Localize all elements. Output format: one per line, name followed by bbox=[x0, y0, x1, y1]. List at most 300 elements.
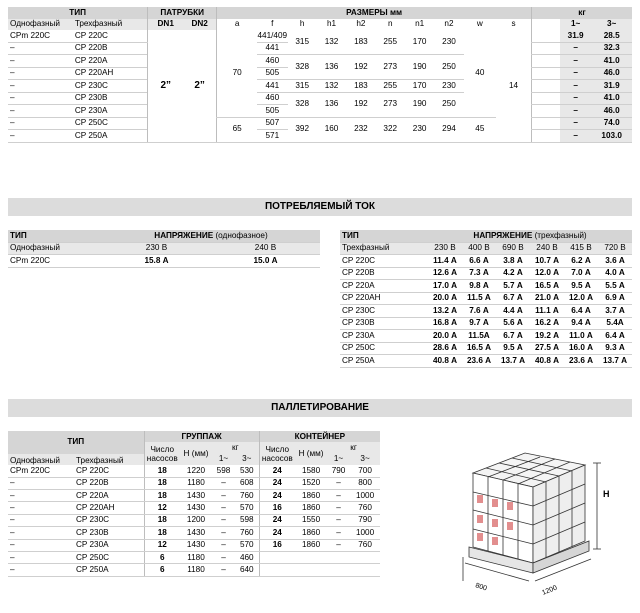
pallet-cell-ch: 1860 bbox=[295, 539, 327, 551]
pallet-cell-ch: 1580 bbox=[295, 465, 327, 477]
pallet-section-title: ПАЛЛЕТИРОВАНИЕ bbox=[8, 399, 632, 417]
dims-sub-single: Однофазный bbox=[8, 19, 73, 30]
pallet-cell-t: CP 220C bbox=[74, 465, 144, 477]
pallet-cell-c3: 760 bbox=[350, 539, 380, 551]
pallet-cell-g3: 570 bbox=[235, 502, 259, 514]
three-amp-cell: 16.2 А bbox=[530, 317, 564, 330]
dims-h-cell: 328 bbox=[288, 92, 317, 117]
container-kg1: 1~ bbox=[327, 454, 350, 465]
three-amp-cell: 10.7 А bbox=[530, 255, 564, 268]
dims-n-cell: 322 bbox=[376, 117, 405, 142]
three-amp-cell: 11.4 А bbox=[428, 255, 462, 268]
pallet-cell-cn: 16 bbox=[259, 502, 295, 514]
dims-h2-cell: 192 bbox=[346, 92, 375, 117]
pallet-row bbox=[8, 502, 380, 514]
dims-kg3-cell: 31.9 bbox=[591, 80, 632, 93]
single-type-header: ТИП bbox=[8, 230, 102, 242]
dims-col-f: f bbox=[257, 19, 287, 30]
three-amp-cell: 23.6 А bbox=[462, 355, 496, 368]
dims-w-bottom: 45 bbox=[464, 117, 496, 142]
pallet-cell-c1: – bbox=[327, 539, 350, 551]
dims-kg3-cell: 74.0 bbox=[591, 117, 632, 130]
pallet-cell-g3: 640 bbox=[235, 564, 259, 576]
pallet-cell-c3: 700 bbox=[350, 465, 380, 477]
dims-f-cell: 505 bbox=[257, 67, 287, 80]
pallet-cell-t: CP 230B bbox=[74, 527, 144, 539]
three-amp-cell: 6.4 А bbox=[564, 305, 598, 318]
pallet-cell-g1: 598 bbox=[212, 465, 235, 477]
dims-f-cell: 460 bbox=[257, 92, 287, 105]
pallet-cell-gn: 18 bbox=[144, 465, 180, 477]
dims-three-model: CP 220B bbox=[73, 42, 148, 55]
pallet-sub-single: Однофазный bbox=[8, 454, 74, 465]
dims-n2-cell: 250 bbox=[434, 55, 463, 80]
pallet-row bbox=[8, 465, 380, 477]
three-amp-cell: 6.7 А bbox=[496, 292, 530, 305]
pallet-table bbox=[8, 431, 380, 577]
dims-kg3-cell: 28.5 bbox=[591, 30, 632, 42]
pallet-cell-g1: – bbox=[212, 502, 235, 514]
three-amp-cell: 4.0 А bbox=[598, 267, 632, 280]
three-current-row bbox=[340, 330, 632, 343]
pallet-cell-c1 bbox=[327, 564, 350, 576]
three-amp-cell: 16.8 А bbox=[428, 317, 462, 330]
three-amp-cell: 5.5 А bbox=[598, 280, 632, 293]
three-amp-cell: 11.1 А bbox=[530, 305, 564, 318]
three-amp-cell: 20.0 А bbox=[428, 330, 462, 343]
three-amp-cell: 40.8 А bbox=[530, 355, 564, 368]
three-current-row bbox=[340, 280, 632, 293]
three-amp-cell: 4.2 А bbox=[496, 267, 530, 280]
pallet-cell-g1: – bbox=[212, 551, 235, 563]
three-model: CP 230B bbox=[340, 317, 428, 330]
dims-col-a: a bbox=[217, 19, 258, 30]
dims-n1-cell: 170 bbox=[405, 80, 434, 93]
three-model: CP 230C bbox=[340, 305, 428, 318]
dims-three-model: CP 230B bbox=[73, 92, 148, 105]
dims-three-model: CP 220AH bbox=[73, 67, 148, 80]
three-current-row bbox=[340, 305, 632, 318]
pallet-cell-s: – bbox=[8, 502, 74, 514]
dims-f-cell: 571 bbox=[257, 130, 287, 143]
dims-single-model: CPm 220C bbox=[8, 30, 73, 42]
pallet-cell-g1: – bbox=[212, 489, 235, 501]
single-volt-230: 230 В bbox=[102, 242, 211, 255]
dimensions-table bbox=[8, 7, 632, 143]
pallet-cell-cn: 24 bbox=[259, 514, 295, 526]
dims-kg1-cell: – bbox=[560, 42, 591, 55]
dims-kg1-cell: 31.9 bbox=[560, 30, 591, 42]
three-amp-cell: 6.2 А bbox=[564, 255, 598, 268]
pallet-cell-cn bbox=[259, 551, 295, 563]
dims-col-n1: n1 bbox=[405, 19, 434, 30]
pallet-cell-gh: 1220 bbox=[180, 465, 212, 477]
dims-three-model: CP 230C bbox=[73, 80, 148, 93]
three-type-header: ТИП bbox=[340, 230, 428, 242]
pallet-cell-ch bbox=[295, 564, 327, 576]
three-amp-cell: 12.0 А bbox=[564, 292, 598, 305]
dims-pipes-header: ПАТРУБКИ bbox=[148, 7, 217, 19]
three-amp-cell: 11.5А bbox=[462, 330, 496, 343]
dims-three-model: CP 250A bbox=[73, 130, 148, 143]
three-current-row bbox=[340, 292, 632, 305]
dims-h2-cell: 183 bbox=[346, 80, 375, 93]
dims-kg3: 3~ bbox=[591, 19, 632, 30]
pallet-cell-c1: – bbox=[327, 489, 350, 501]
dims-n2-cell: 230 bbox=[434, 30, 463, 55]
three-volt-header: 720 В bbox=[598, 242, 632, 255]
dims-s-value: 14 bbox=[496, 30, 532, 142]
pallet-cell-c3 bbox=[350, 564, 380, 576]
three-amp-cell: 12.6 А bbox=[428, 267, 462, 280]
single-phase-current-table bbox=[8, 230, 320, 268]
pallet-cell-gn: 18 bbox=[144, 489, 180, 501]
pallet-cell-t: CP 220A bbox=[74, 489, 144, 501]
pallet-cell-s: – bbox=[8, 489, 74, 501]
three-amp-cell: 7.3 А bbox=[462, 267, 496, 280]
pallet-cell-t: CP 220AH bbox=[74, 502, 144, 514]
pallet-cell-s: – bbox=[8, 527, 74, 539]
dims-col-h1: h1 bbox=[317, 19, 346, 30]
three-amp-cell: 5.7 А bbox=[496, 280, 530, 293]
three-amp-cell: 16.5 А bbox=[462, 342, 496, 355]
three-model: CP 230A bbox=[340, 330, 428, 343]
container-count-header: Число насосов bbox=[259, 442, 295, 465]
pallet-cell-gh: 1430 bbox=[180, 527, 212, 539]
dims-kg3-cell: 32.3 bbox=[591, 42, 632, 55]
three-amp-cell: 13.7 А bbox=[598, 355, 632, 368]
pallet-row bbox=[8, 477, 380, 489]
pallet-cell-c3: 1000 bbox=[350, 489, 380, 501]
dims-three-model: CP 230A bbox=[73, 105, 148, 118]
pallet-cell-gn: 6 bbox=[144, 564, 180, 576]
dims-col-n: n bbox=[376, 19, 405, 30]
dims-a-top: 70 bbox=[217, 30, 258, 117]
three-amp-cell: 5.6 А bbox=[496, 317, 530, 330]
three-amp-cell: 9.8 А bbox=[462, 280, 496, 293]
pallet-cell-ch: 1860 bbox=[295, 489, 327, 501]
dims-n2-cell: 230 bbox=[434, 80, 463, 93]
dims-h-cell: 328 bbox=[288, 55, 317, 80]
dims-w-top: 40 bbox=[464, 30, 496, 117]
three-amp-cell: 6.6 А bbox=[462, 255, 496, 268]
three-amp-cell: 7.6 А bbox=[462, 305, 496, 318]
pallet-cell-ch: 1860 bbox=[295, 502, 327, 514]
three-amp-cell: 3.6 А bbox=[598, 255, 632, 268]
three-amp-cell: 21.0 А bbox=[530, 292, 564, 305]
pallet-cell-gn: 18 bbox=[144, 477, 180, 489]
dims-col-w: w bbox=[464, 19, 496, 30]
pallet-cell-s: – bbox=[8, 551, 74, 563]
pallet-cell-cn: 24 bbox=[259, 527, 295, 539]
pallet-row bbox=[8, 514, 380, 526]
three-amp-cell: 9.3 А bbox=[598, 342, 632, 355]
three-amp-cell: 6.9 А bbox=[598, 292, 632, 305]
three-volt-header: 230 В bbox=[428, 242, 462, 255]
dims-h-cell: 315 bbox=[288, 30, 317, 55]
three-model: CP 220AH bbox=[340, 292, 428, 305]
dims-a-bottom: 65 bbox=[217, 117, 258, 142]
three-amp-cell: 6.4 А bbox=[598, 330, 632, 343]
pallet-sub-three: Трехфазный bbox=[74, 454, 144, 465]
dims-kg1-cell: – bbox=[560, 105, 591, 118]
pallet-cell-g1: – bbox=[212, 477, 235, 489]
group-kg1: 1~ bbox=[212, 454, 235, 465]
pallet-cell-g3: 530 bbox=[235, 465, 259, 477]
pallet-cell-g3: 598 bbox=[235, 514, 259, 526]
pallet-cell-c1: – bbox=[327, 527, 350, 539]
dims-kg3-cell: 46.0 bbox=[591, 105, 632, 118]
pallet-cell-cn: 16 bbox=[259, 539, 295, 551]
container-kg3: 3~ bbox=[350, 454, 380, 465]
three-current-row bbox=[340, 267, 632, 280]
pallet-cell-gh: 1430 bbox=[180, 489, 212, 501]
pallet-cell-g3: 760 bbox=[235, 527, 259, 539]
dims-h2-cell: 183 bbox=[346, 30, 375, 55]
pallet-cell-c1: 790 bbox=[327, 465, 350, 477]
pallet-h-label: H bbox=[603, 489, 610, 499]
dims-h1-cell: 136 bbox=[317, 55, 346, 80]
three-amp-cell: 3.8 А bbox=[496, 255, 530, 268]
pallet-cell-ch bbox=[295, 551, 327, 563]
single-model: CPm 220C bbox=[8, 255, 102, 268]
pallet-cell-gn: 18 bbox=[144, 527, 180, 539]
three-model: CP 250C bbox=[340, 342, 428, 355]
dims-kg1: 1~ bbox=[560, 19, 591, 30]
single-amp-240: 15.0 А bbox=[211, 255, 320, 268]
pallet-cell-gh: 1180 bbox=[180, 564, 212, 576]
dims-n1-cell: 190 bbox=[405, 92, 434, 117]
pallet-cell-s: – bbox=[8, 477, 74, 489]
pallet-row bbox=[8, 539, 380, 551]
dims-f-cell: 441 bbox=[257, 42, 287, 55]
dims-n-cell: 273 bbox=[376, 92, 405, 117]
dims-h1-cell: 136 bbox=[317, 92, 346, 117]
group-kg3: 3~ bbox=[235, 454, 259, 465]
three-amp-cell: 28.6 А bbox=[428, 342, 462, 355]
pallet-cell-t: CP 250C bbox=[74, 551, 144, 563]
dims-kg1-cell: – bbox=[560, 55, 591, 68]
pallet-cell-s: CPm 220C bbox=[8, 465, 74, 477]
pallet-cell-c3: 1000 bbox=[350, 527, 380, 539]
pallet-cell-c3: 790 bbox=[350, 514, 380, 526]
dims-n-cell: 255 bbox=[376, 80, 405, 93]
three-voltage-header: НАПРЯЖЕНИЕ (трехфазный) bbox=[428, 230, 632, 242]
pallet-cell-c1: – bbox=[327, 514, 350, 526]
three-amp-cell: 9.5 А bbox=[496, 342, 530, 355]
pallet-cell-gn: 18 bbox=[144, 514, 180, 526]
three-volt-header: 415 В bbox=[564, 242, 598, 255]
pallet-cell-g1: – bbox=[212, 564, 235, 576]
single-sub-header: Однофазный bbox=[8, 242, 102, 255]
dims-kg1-cell: – bbox=[560, 117, 591, 130]
pallet-cell-cn: 24 bbox=[259, 465, 295, 477]
dims-kg3-cell: 103.0 bbox=[591, 130, 632, 143]
current-section-title: ПОТРЕБЛЯЕМЫЙ ТОК bbox=[8, 198, 632, 216]
dims-n1-cell: 230 bbox=[405, 117, 434, 142]
pallet-cell-gh: 1200 bbox=[180, 514, 212, 526]
dims-kg3-cell: 41.0 bbox=[591, 92, 632, 105]
pallet-row bbox=[8, 551, 380, 563]
pallet-cell-ch: 1520 bbox=[295, 477, 327, 489]
dims-h1-cell: 132 bbox=[317, 30, 346, 55]
three-model: CP 220C bbox=[340, 255, 428, 268]
dims-n-cell: 255 bbox=[376, 30, 405, 55]
three-amp-cell: 17.0 А bbox=[428, 280, 462, 293]
container-kg-header: кг bbox=[327, 442, 380, 453]
three-sub-header: Трехфазный bbox=[340, 242, 428, 255]
dims-dn2-value: 2” bbox=[183, 30, 216, 142]
pallet-cell-gh: 1180 bbox=[180, 551, 212, 563]
single-volt-240: 240 В bbox=[211, 242, 320, 255]
pallet-cell-s: – bbox=[8, 514, 74, 526]
three-amp-cell: 40.8 А bbox=[428, 355, 462, 368]
dims-h-cell: 315 bbox=[288, 80, 317, 93]
three-phase-current-table bbox=[340, 230, 632, 368]
three-amp-cell: 9.4 А bbox=[564, 317, 598, 330]
group-count-header: Число насосов bbox=[144, 442, 180, 465]
dims-dn1: DN1 bbox=[148, 19, 183, 30]
dims-h2-cell: 232 bbox=[346, 117, 375, 142]
dims-kg3-cell: 46.0 bbox=[591, 67, 632, 80]
dims-single-model: – bbox=[8, 55, 73, 68]
dims-single-model: – bbox=[8, 130, 73, 143]
pallet-cell-gn: 12 bbox=[144, 502, 180, 514]
dims-col-s: s bbox=[496, 19, 532, 30]
dims-three-model: CP 220C bbox=[73, 30, 148, 42]
pallet-cell-gn: 6 bbox=[144, 551, 180, 563]
dims-type-header: ТИП bbox=[8, 7, 148, 19]
dims-f-cell: 441/409 bbox=[257, 30, 287, 42]
three-model: CP 220B bbox=[340, 267, 428, 280]
pallet-container-header: КОНТЕЙНЕР bbox=[259, 431, 380, 442]
dims-col-n2: n2 bbox=[434, 19, 463, 30]
pallet-cell-c3: 800 bbox=[350, 477, 380, 489]
pallet-cell-g3: 570 bbox=[235, 539, 259, 551]
three-volt-header: 240 В bbox=[530, 242, 564, 255]
pallet-cell-gn: 12 bbox=[144, 539, 180, 551]
dims-single-model: – bbox=[8, 67, 73, 80]
pallet-cell-g1: – bbox=[212, 514, 235, 526]
dims-kg3-cell: 41.0 bbox=[591, 55, 632, 68]
dims-f-cell: 505 bbox=[257, 105, 287, 118]
three-amp-cell: 19.2 А bbox=[530, 330, 564, 343]
dims-f-cell: 441 bbox=[257, 80, 287, 93]
dims-kg1-cell: – bbox=[560, 130, 591, 143]
three-amp-cell: 16.5 А bbox=[530, 280, 564, 293]
pallet-diagram bbox=[455, 435, 630, 605]
pallet-cell-ch: 1550 bbox=[295, 514, 327, 526]
pallet-type-header: ТИП bbox=[8, 431, 144, 454]
three-model: CP 220A bbox=[340, 280, 428, 293]
three-amp-cell: 7.0 А bbox=[564, 267, 598, 280]
three-amp-cell: 5.4А bbox=[598, 317, 632, 330]
three-current-row bbox=[340, 317, 632, 330]
dims-col-h2: h2 bbox=[346, 19, 375, 30]
pallet-cell-s: – bbox=[8, 539, 74, 551]
three-amp-cell: 27.5 А bbox=[530, 342, 564, 355]
three-current-row bbox=[340, 255, 632, 268]
container-hmm-header: H (мм) bbox=[295, 442, 327, 465]
dims-h-cell: 392 bbox=[288, 117, 317, 142]
pallet-cell-c1 bbox=[327, 551, 350, 563]
three-amp-cell: 13.7 А bbox=[496, 355, 530, 368]
pallet-cell-t: CP 250A bbox=[74, 564, 144, 576]
pallet-cell-g1: – bbox=[212, 527, 235, 539]
three-amp-cell: 20.0 А bbox=[428, 292, 462, 305]
pallet-cell-t: CP 230A bbox=[74, 539, 144, 551]
pallet-cell-cn bbox=[259, 564, 295, 576]
dims-n2-cell: 250 bbox=[434, 92, 463, 117]
pallet-cell-ch: 1860 bbox=[295, 527, 327, 539]
three-amp-cell: 4.4 А bbox=[496, 305, 530, 318]
dims-kg1-cell: – bbox=[560, 67, 591, 80]
pallet-group-header: ГРУППАЖ bbox=[144, 431, 259, 442]
three-amp-cell: 13.2 А bbox=[428, 305, 462, 318]
dims-kg1-cell: – bbox=[560, 92, 591, 105]
dims-f-cell: 507 bbox=[257, 117, 287, 130]
dims-single-model: – bbox=[8, 80, 73, 93]
dims-h1-cell: 132 bbox=[317, 80, 346, 93]
three-amp-cell: 23.6 А bbox=[564, 355, 598, 368]
dims-dn1-value: 2” bbox=[148, 30, 183, 142]
dims-single-model: – bbox=[8, 117, 73, 130]
pallet-cell-c3 bbox=[350, 551, 380, 563]
pallet-row bbox=[8, 564, 380, 576]
pallet-cell-gh: 1180 bbox=[180, 477, 212, 489]
pallet-cell-gh: 1430 bbox=[180, 539, 212, 551]
group-hmm-header: H (мм) bbox=[180, 442, 212, 465]
dims-dn2: DN2 bbox=[183, 19, 216, 30]
dims-three-model: CP 250C bbox=[73, 117, 148, 130]
dims-kg1-cell: – bbox=[560, 80, 591, 93]
dims-three-model: CP 220A bbox=[73, 55, 148, 68]
three-amp-cell: 12.0 А bbox=[530, 267, 564, 280]
pallet-cell-c3: 760 bbox=[350, 502, 380, 514]
dims-col-h: h bbox=[288, 19, 317, 30]
dims-n-cell: 273 bbox=[376, 55, 405, 80]
dims-single-model: – bbox=[8, 105, 73, 118]
three-amp-cell: 11.0 А bbox=[564, 330, 598, 343]
pallet-cell-gh: 1430 bbox=[180, 502, 212, 514]
pallet-row bbox=[8, 489, 380, 501]
pallet-cell-g3: 460 bbox=[235, 551, 259, 563]
dims-n1-cell: 170 bbox=[405, 30, 434, 55]
three-volt-header: 690 В bbox=[496, 242, 530, 255]
dims-kg-header: кг bbox=[532, 7, 632, 19]
pallet-row bbox=[8, 527, 380, 539]
three-amp-cell: 6.7 А bbox=[496, 330, 530, 343]
pallet-cell-t: CP 220B bbox=[74, 477, 144, 489]
pallet-cell-cn: 24 bbox=[259, 477, 295, 489]
pallet-cell-s: – bbox=[8, 564, 74, 576]
pallet-cell-c1: – bbox=[327, 477, 350, 489]
dims-n2-cell: 294 bbox=[434, 117, 463, 142]
pallet-cell-c1: – bbox=[327, 502, 350, 514]
pallet-cell-cn: 24 bbox=[259, 489, 295, 501]
single-amp-230: 15.8 А bbox=[102, 255, 211, 268]
pallet-cell-t: CP 230C bbox=[74, 514, 144, 526]
pallet-cell-g3: 760 bbox=[235, 489, 259, 501]
dims-h2-cell: 192 bbox=[346, 55, 375, 80]
three-amp-cell: 3.7 А bbox=[598, 305, 632, 318]
three-amp-cell: 16.0 А bbox=[564, 342, 598, 355]
pallet-depth-label: 800 bbox=[474, 582, 488, 593]
dims-f-cell: 460 bbox=[257, 55, 287, 68]
three-current-row bbox=[340, 342, 632, 355]
three-amp-cell: 9.7 А bbox=[462, 317, 496, 330]
dims-single-model: – bbox=[8, 92, 73, 105]
